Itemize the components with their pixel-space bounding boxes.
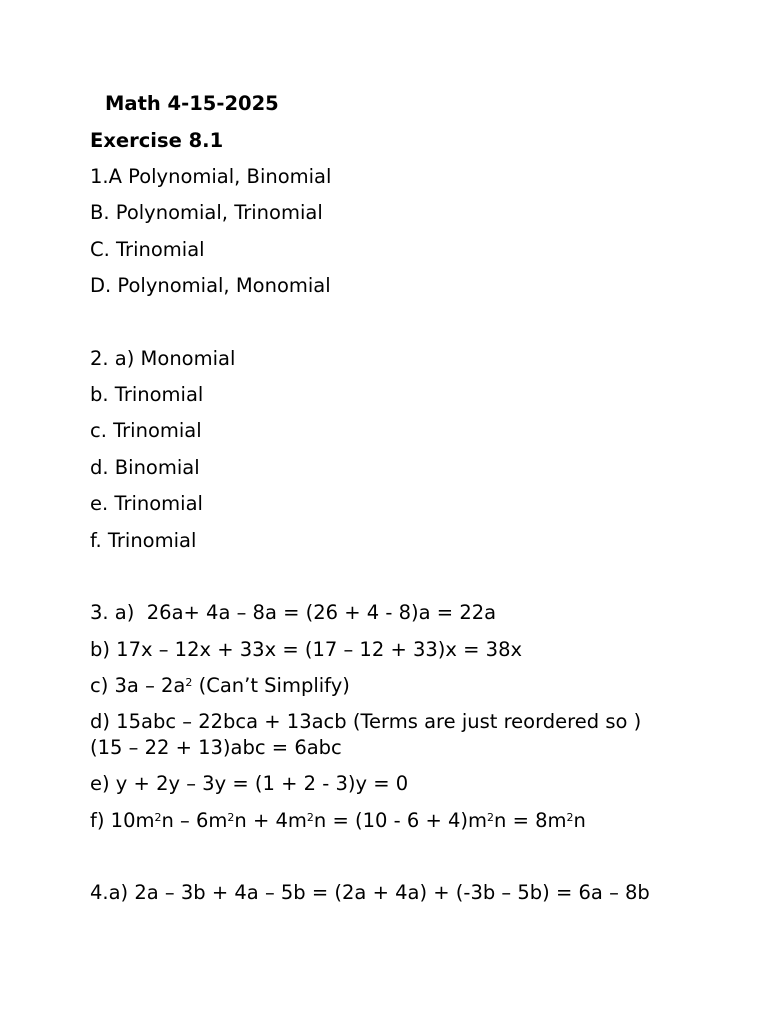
- q2-answer-c: c. Trinomial: [90, 419, 202, 442]
- q2-answer-e: e. Trinomial: [90, 492, 203, 515]
- q1-answer-d: D. Polynomial, Monomial: [90, 274, 331, 297]
- q3-answer-e: e) y + 2y – 3y = (1 + 2 - 3)y = 0: [90, 772, 409, 795]
- q3-answer-a: 3. a) 26a+ 4a – 8a = (26 + 4 - 8)a = 22a: [90, 601, 497, 624]
- q3-answer-b: b) 17x – 12x + 33x = (17 – 12 + 33)x = 38x: [90, 638, 523, 661]
- q3-answer-d-line1: d) 15abc – 22bca + 13acb (Terms are just reordered so ): [90, 710, 642, 733]
- q2-answer-d: d. Binomial: [90, 456, 200, 479]
- q2-answer-f: f. Trinomial: [90, 529, 197, 552]
- q1-answer-a: 1.A Polynomial, Binomial: [90, 165, 332, 188]
- q2-answer-a: 2. a) Monomial: [90, 347, 236, 370]
- q3-answer-f: f) $10m^2n - 6m^2n + 4m^2n = (10 - 6 + 4)m^2n = 8m^2n$: [90, 809, 586, 832]
- q3-answer-d-line2: (15 – 22 + 13)abc = 6abc: [90, 736, 342, 759]
- q1-answer-b: B. Polynomial, Trinomial: [90, 201, 323, 224]
- exercise-heading: Exercise 8.1: [90, 129, 224, 152]
- q3-answer-c: c) $3a - 2a^2$ (Can’t Simplify): [90, 674, 350, 697]
- q1-answer-c: C. Trinomial: [90, 238, 205, 261]
- q2-answer-b: b. Trinomial: [90, 383, 204, 406]
- q4-answer-a: 4.a) 2a – 3b + 4a – 5b = (2a + 4a) + (-3b – 5b) = 6a – 8b: [90, 881, 650, 904]
- document-title: Math 4-15-2025: [105, 92, 279, 115]
